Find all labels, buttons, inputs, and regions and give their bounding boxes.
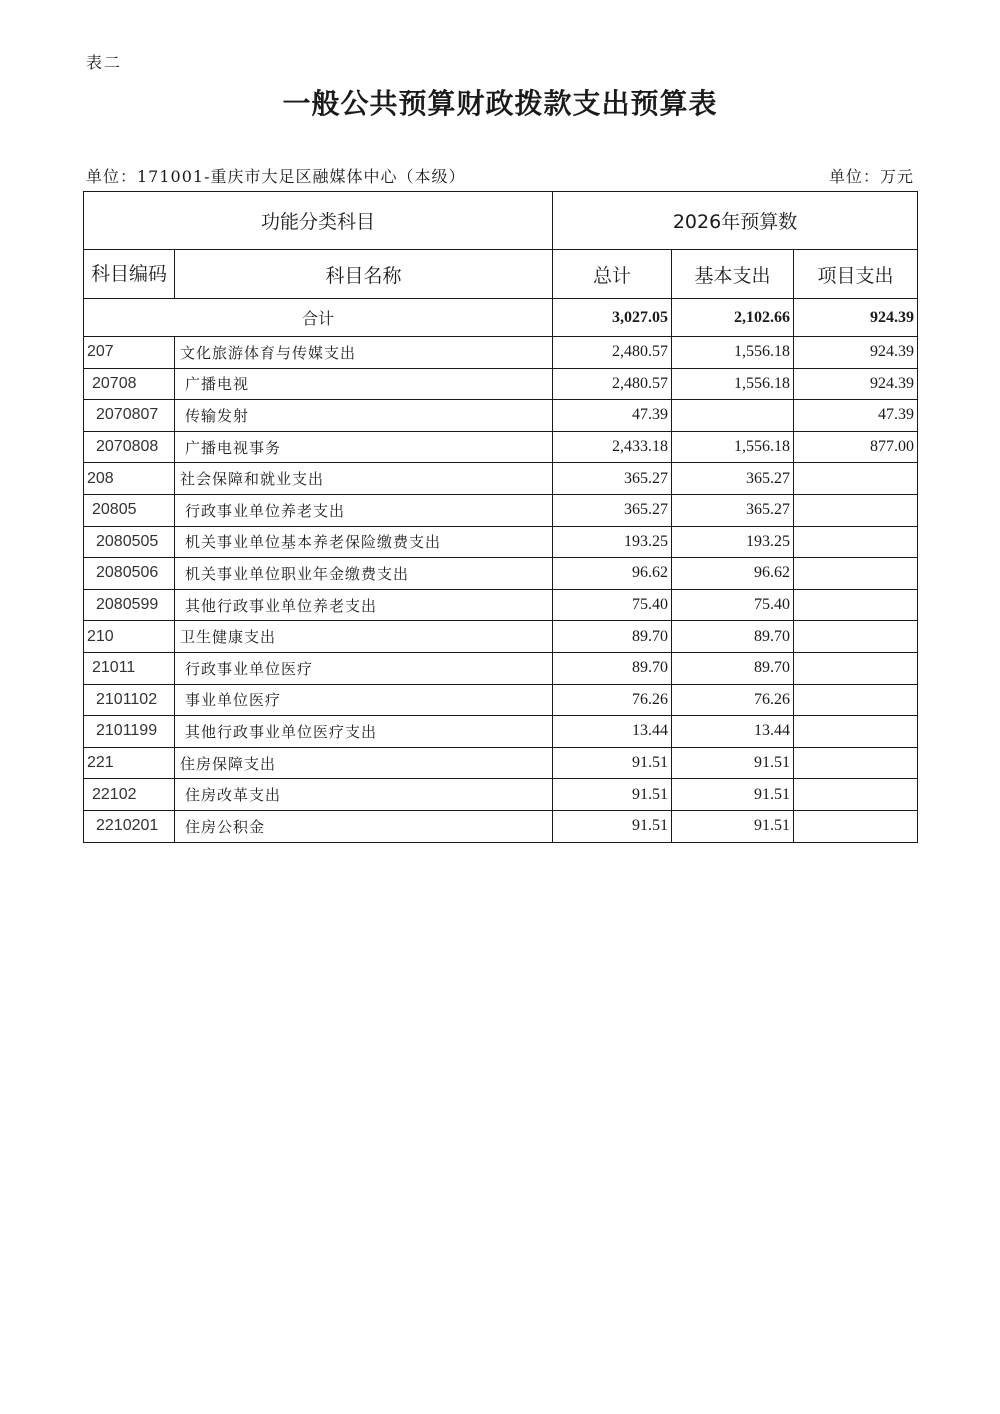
table-number: 表二	[86, 53, 123, 72]
table-row	[84, 779, 918, 811]
row-name: 卫生健康支出	[175, 621, 553, 653]
row-basic: 76.26	[672, 684, 794, 716]
row-code: 2080505	[84, 526, 175, 558]
row-project	[794, 494, 918, 526]
row-total: 76.26	[553, 684, 672, 716]
row-name: 文化旅游体育与传媒支出	[175, 337, 553, 369]
row-basic: 91.51	[672, 747, 794, 779]
row-code: 2080506	[84, 558, 175, 590]
table-row	[84, 526, 918, 558]
row-total: 193.25	[553, 526, 672, 558]
row-project	[794, 589, 918, 621]
row-name: 住房保障支出	[175, 747, 553, 779]
total-row	[84, 299, 918, 337]
row-total: 75.40	[553, 589, 672, 621]
row-project	[794, 716, 918, 748]
row-project	[794, 747, 918, 779]
table-row	[84, 494, 918, 526]
row-name: 行政事业单位医疗	[175, 652, 553, 684]
row-basic: 96.62	[672, 558, 794, 590]
row-code: 207	[84, 337, 175, 369]
row-basic: 1,556.18	[672, 368, 794, 400]
row-total: 91.51	[553, 810, 672, 842]
header-name: 科目名称	[175, 250, 553, 299]
table-row	[84, 431, 918, 463]
row-code: 20708	[84, 368, 175, 400]
table-row	[84, 652, 918, 684]
row-total: 2,480.57	[553, 368, 672, 400]
row-code: 20805	[84, 494, 175, 526]
row-name: 机关事业单位职业年金缴费支出	[175, 558, 553, 590]
row-project: 924.39	[794, 368, 918, 400]
row-project: 47.39	[794, 400, 918, 432]
row-name: 广播电视事务	[175, 431, 553, 463]
row-code: 221	[84, 747, 175, 779]
row-code: 2080599	[84, 589, 175, 621]
row-basic: 1,556.18	[672, 431, 794, 463]
row-code: 2101199	[84, 716, 175, 748]
row-name: 事业单位医疗	[175, 684, 553, 716]
total-sum: 3,027.05	[553, 299, 672, 337]
table-row	[84, 684, 918, 716]
total-label: 合计	[84, 299, 553, 337]
row-basic: 89.70	[672, 652, 794, 684]
row-project	[794, 684, 918, 716]
row-total: 365.27	[553, 494, 672, 526]
currency-unit: 单位：万元	[828, 167, 914, 186]
row-basic	[672, 400, 794, 432]
row-total: 2,480.57	[553, 337, 672, 369]
row-basic: 365.27	[672, 463, 794, 495]
row-total: 13.44	[553, 716, 672, 748]
row-total: 365.27	[553, 463, 672, 495]
row-code: 208	[84, 463, 175, 495]
row-name: 住房公积金	[175, 810, 553, 842]
row-code: 2070808	[84, 431, 175, 463]
row-code: 21011	[84, 652, 175, 684]
total-basic: 2,102.66	[672, 299, 794, 337]
table-row	[84, 337, 918, 369]
row-basic: 91.51	[672, 779, 794, 811]
row-project	[794, 810, 918, 842]
row-basic: 89.70	[672, 621, 794, 653]
row-code: 210	[84, 621, 175, 653]
table-row	[84, 558, 918, 590]
header-total: 总计	[553, 250, 672, 299]
row-total: 91.51	[553, 779, 672, 811]
budget-table	[83, 191, 918, 843]
row-basic: 13.44	[672, 716, 794, 748]
table-row	[84, 463, 918, 495]
row-project	[794, 526, 918, 558]
table-row	[84, 621, 918, 653]
row-total: 2,433.18	[553, 431, 672, 463]
row-name: 广播电视	[175, 368, 553, 400]
table-row	[84, 716, 918, 748]
row-basic: 193.25	[672, 526, 794, 558]
table-row	[84, 747, 918, 779]
row-project	[794, 621, 918, 653]
row-basic: 75.40	[672, 589, 794, 621]
table-row	[84, 400, 918, 432]
row-project: 924.39	[794, 337, 918, 369]
row-code: 22102	[84, 779, 175, 811]
row-code: 2210201	[84, 810, 175, 842]
row-name: 机关事业单位基本养老保险缴费支出	[175, 526, 553, 558]
row-total: 89.70	[553, 652, 672, 684]
header-func-category: 功能分类科目	[84, 192, 553, 250]
row-name: 行政事业单位养老支出	[175, 494, 553, 526]
row-project	[794, 779, 918, 811]
header-budget-year: 2026年预算数	[553, 192, 918, 250]
header-basic: 基本支出	[672, 250, 794, 299]
row-name: 住房改革支出	[175, 779, 553, 811]
row-project: 877.00	[794, 431, 918, 463]
row-name: 传输发射	[175, 400, 553, 432]
header-code: 科目编码	[84, 250, 175, 299]
row-total: 91.51	[553, 747, 672, 779]
row-total: 47.39	[553, 400, 672, 432]
organization-unit: 单位：171001-重庆市大足区融媒体中心（本级）	[86, 167, 466, 186]
row-project	[794, 558, 918, 590]
row-project	[794, 463, 918, 495]
row-name: 其他行政事业单位养老支出	[175, 589, 553, 621]
row-code: 2101102	[84, 684, 175, 716]
row-project	[794, 652, 918, 684]
row-name: 其他行政事业单位医疗支出	[175, 716, 553, 748]
table-row	[84, 368, 918, 400]
row-basic: 1,556.18	[672, 337, 794, 369]
table-row	[84, 810, 918, 842]
row-total: 96.62	[553, 558, 672, 590]
table-row	[84, 589, 918, 621]
header-project: 项目支出	[794, 250, 918, 299]
page-title: 一般公共预算财政拨款支出预算表	[282, 87, 718, 120]
row-code: 2070807	[84, 400, 175, 432]
total-project: 924.39	[794, 299, 918, 337]
row-name: 社会保障和就业支出	[175, 463, 553, 495]
row-total: 89.70	[553, 621, 672, 653]
row-basic: 91.51	[672, 810, 794, 842]
row-basic: 365.27	[672, 494, 794, 526]
